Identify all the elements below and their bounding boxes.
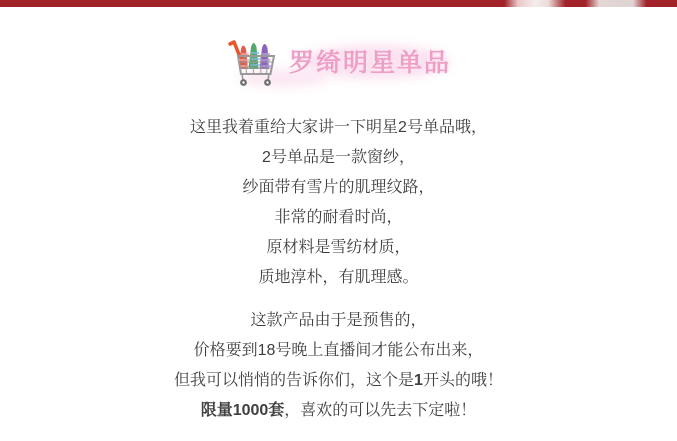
- shopping-cart-icon: [226, 35, 280, 87]
- product-description: [0, 113, 677, 426]
- section-header: [0, 35, 677, 87]
- text-line: 非常的耐看时尚，: [274, 209, 403, 226]
- text-line: 质地淳朴，有肌理感。: [258, 269, 419, 286]
- section-title: 罗绮明星单品: [288, 49, 451, 77]
- text-line: 价格要到18号晚上直播间才能公布出来，: [193, 342, 484, 359]
- description-block-1: [0, 113, 677, 293]
- description-block-2: [0, 306, 677, 426]
- text-line: 限量1000套，喜欢的可以先去下定啦！: [200, 402, 477, 419]
- text-line: 原材料是雪纺材质，: [266, 239, 411, 256]
- text-line: 这里我着重给大家讲一下明星2号单品哦，: [190, 119, 487, 136]
- top-banner-strip: [0, 0, 677, 7]
- text-line: 纱面带有雪片的肌理纹路，: [242, 179, 435, 196]
- text-line: 但我可以悄悄的告诉你们，这个是1开头的哦！: [174, 372, 503, 389]
- text-line: 2号单品是一款窗纱，: [262, 149, 415, 166]
- text-line: 这款产品由于是预售的，: [250, 312, 427, 329]
